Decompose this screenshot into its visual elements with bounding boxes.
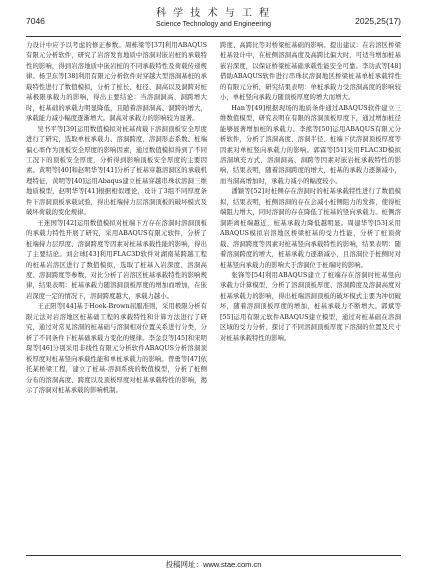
page-header bbox=[26, 8, 401, 34]
paragraph: 跨度、高跨比等对桥梁桩基础的影响。提出建议：在岩溶区桥梁桩基设计中，在桩侧溶洞高度及高跨比偏大时，可适当增加桩基嵌岩深度，以保证桥梁桩基础承载性能安全可靠。李功武等[48]借助ABAQUS软件进行串珠状溶洞地区桥梁桩基单桩承载特性的有限元分析，研究结果表明：单桩承载力受溶洞高度的影响较小，单桩竖向承载力随顶板厚度的增大而增大。 bbox=[220, 42, 401, 102]
journal-title-en: Science Technology and Engineering bbox=[155, 21, 272, 28]
journal-title bbox=[26, 8, 401, 30]
right-column bbox=[220, 41, 401, 551]
paragraph: 力设计中应予以考虑的修正参数。周栋梁等[37]利用ABAQUS有限元分析软件，研究了岩溶发育地质中溶洞对嵌岩桩的承载特性的影响，得到岩溶地质中嵌岩桩的不同承载特性及荷载传递规律。杨卫东等[38]利用有限元分析软件对穿越大型溶洞基桩的承载特性进行了数值模拟，分析了桩长、桩径、洞高以及洞跨对桩基极限承载力的影响，得出主要结论：当溶洞洞高、洞跨增大时，桩基础的承载力明显降低，且随着溶洞洞高、洞跨的增大，承载能力减小幅度逐渐增大。洞高对承载力的影响较为显著。 bbox=[26, 42, 207, 123]
footer-rule bbox=[26, 555, 401, 556]
left-column bbox=[26, 41, 207, 551]
issue-info: 2025,25(17) bbox=[355, 16, 401, 26]
paragraph: 张锋等[54]利用ABAQUS建立了桩端存在溶洞时桩基竖向承载力计算模型，分析了溶洞顶板厚度、溶洞跨度及溶洞高度对桩基承载力的影响，得出桩端溶洞顶板的破坏模式主要为冲切破坏，随着溶洞顶板厚度的增加，桩基承载力不断增大。郭斌等[55]运用有限元软件ABAQUS建立模型，通过对桩基础在溶洞区域的受力分析，探讨了不同溶洞顶板厚度下溶洞的位置及尺寸对桩基承载特性的影响。 bbox=[220, 271, 401, 342]
paragraph: 王正阳等[44]基于Hoek-Brown屈服准则，采用极限分析有限元法对岩溶地区桩基础工程的承载特性和计算方法进行了研究，通过对常见溶洞的桩基础与溶洞相对位置关系进行分类，分析了不同条件下桩基础承载力变化的规律。李金良等[45]和宋明琛等[46]分别采用非线性有限元分析软件ABAQUS分析溶洞顶板厚度对桩基竖向承载性能和单桩承载力的影响。曾勇等[47]依托某桥梁工程，建立了桩基-溶洞系统的数值模型，分析了桩侧分布的溶洞高度、跨度以及顶板厚度对桩基承载特性的影响，揭示了溶洞对桩基承载的影响机制。 bbox=[26, 303, 207, 394]
paragraph: 吴书平等[39]运用数值模拟对桩基荷载下溶洞顶板安全厚度进行了研究，选取单桩承载力、溶洞跨度、溶洞形态系数、桩端偏心率作为顶板安全厚度的影响因素，通过数值模拟得到了不同工况下的顶板安全厚度，分析得到影响顶板安全厚度的主要因素。黄明等[40]和赵明华等[41]分析了桩基穿越溶洞区的承载机理特征，黄明等[40]运用Abaqus建立桩基穿越串珠状溶洞三维地质模型，赵明华等[41]根据相似理论，设计了3组不同厚度条件下溶洞顶板承载试验，得出桩端持力层溶洞顶板的破坏模式及破坏荷载的变化规律。 bbox=[26, 125, 207, 217]
header-rule bbox=[26, 36, 401, 37]
footer-label: 投稿网址： bbox=[165, 560, 204, 569]
page-number: 7046 bbox=[26, 16, 45, 26]
footer-url[interactable]: www.stae.com.cn bbox=[203, 560, 262, 569]
paragraph: Han等[49]根据现场的地质条件通过ABAQUS软件建立三维数值模型，研究表明在有限的溶洞顶板厚度下，通过增加桩径能够显著增加桩的承载力。李熊等[50]运用ABAQUS有限元分析软件，分析了溶洞高度、溶洞半径、桩端下伏溶洞顶板厚度等因素对单桩竖向承载力的影响。郭霖等[51]采用FLAC3D模拟溶洞填充方式、溶洞洞高、洞跨等因素对嵌岩桩承载特性的影响，结果表明，随着溶洞跨度的增大，桩基的承载力逐渐减小，而当洞高增加时，承载力减小的幅度较小。 bbox=[220, 104, 401, 185]
paragraph: 潘颖等[52]对桩侧存在溶洞时的桩基承载特性进行了数值模拟，结果表明，桩侧溶洞的存在会减小桩侧阻力的发挥，使得桩端阻力增大，同时溶洞的存在降低了桩基的竖向承载力。桩侧溶洞距离桩端越近，桩基承载力降低越明显。周建华等[53]采用ABAQUS模拟岩溶地区桥梁桩基的受力性能，分析了桩顶荷载、溶洞跨度等因素对桩基竖向承载特性的影响，结果表明：随着溶洞跨度的增大，桩基承载力逐渐减小，且溶洞位于桩侧时对桩基竖向承载力的影响大于溶洞位于桩端时的影响。 bbox=[220, 188, 401, 269]
page-footer bbox=[0, 559, 427, 570]
journal-title-cn: 科 学 技 术 与 工 程 bbox=[155, 8, 272, 19]
paragraph: 王迷国等[42]运用数值模拟对桩端下方存在溶洞时溶洞顶板的承载力特性开展了研究，采用ABAQUS有限元软件，分析了桩端持力层厚度、溶洞跨度等因素对桩基承载性能的影响，得出了主要结论。刘会球[43]利用FLAC3D软件对湖南某跨越工程的桩基岩溶区进行了数值模拟，选取了桩基入岩深度、溶洞高度、溶洞跨度等参数，对比分析了岩溶区桩基承载特性的影响规律，结果表明：桩基承载力随溶洞顶板厚度的增加而增加，在嵌岩深度一定的情况下，溶洞跨度越大，承载力越小。 bbox=[26, 219, 207, 300]
